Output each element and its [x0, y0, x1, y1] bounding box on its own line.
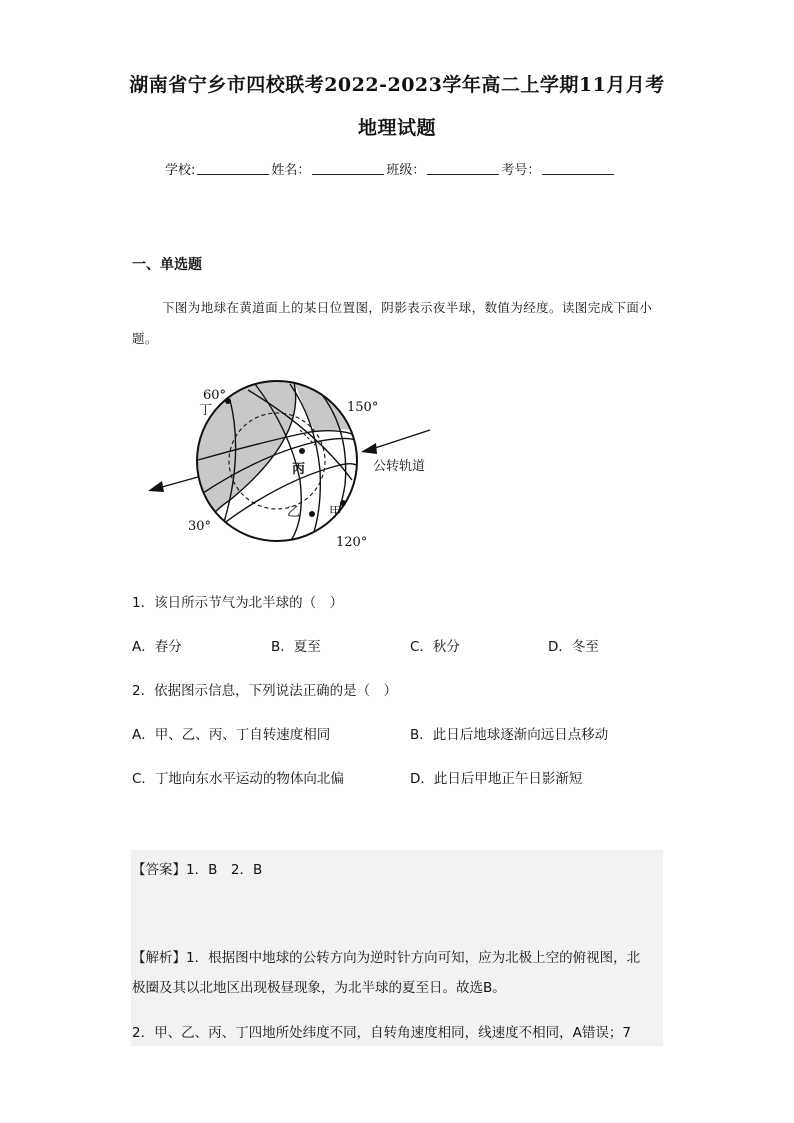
name-label: 姓名：: [271, 163, 311, 178]
analysis-line-1: 【解析】1．根据图中地球的公转方向为逆时针方向可知，应为北极上空的俯视图，北: [132, 950, 641, 966]
analysis-line-2: 极圈及其以北地区出现极昼现象，为北半球的夏至日。故选B。: [132, 980, 506, 996]
label-orbit: 公转轨道: [373, 459, 426, 474]
point-yi: [309, 511, 315, 517]
label-150: 150°: [347, 400, 379, 415]
label-120: 120°: [336, 535, 368, 550]
section-title: 一、单选题: [132, 257, 202, 273]
question-2: 2．依据图示信息，下列说法正确的是（ ）: [132, 683, 398, 699]
analysis-line-3: 2．甲、乙、丙、丁四地所处纬度不同，自转角速度相同，线速度不相同，A错误；7: [132, 1025, 631, 1041]
q2-option-c[interactable]: C．丁地向东水平运动的物体向北偏: [132, 771, 344, 787]
label-60: 60°: [203, 388, 227, 403]
q1-option-b[interactable]: B．夏至: [271, 639, 321, 655]
student-info-row: [165, 159, 616, 178]
orbit-line-right: [375, 430, 430, 448]
class-blank[interactable]: [427, 162, 499, 175]
school-label: 学校:: [165, 163, 196, 178]
q1-option-d[interactable]: D．冬至: [548, 639, 599, 655]
q2-option-b[interactable]: B．此日后地球逐渐向远日点移动: [410, 727, 609, 743]
q2-option-a[interactable]: A．甲、乙、丙、丁自转速度相同: [132, 727, 331, 743]
exam-title-line1: 湖南省宁乡市四校联考2022-2023学年高二上学期11月月考: [129, 74, 665, 96]
label-ding: 丁: [199, 403, 213, 418]
orbit-arrow-head-left: [148, 481, 164, 492]
q2-option-d[interactable]: D．此日后甲地正午日影渐短: [410, 771, 583, 787]
label-bing: 丙: [292, 462, 306, 477]
earth-position-figure: [140, 370, 440, 555]
orbit-line-left: [162, 477, 198, 487]
exam-no-label: 考号：: [501, 163, 541, 178]
question-stem: 下图为地球在黄道面上的某日位置图，阴影表示夜半球，数值为经度。读图完成下面小题。: [132, 300, 653, 346]
exam-no-blank[interactable]: [542, 162, 614, 175]
label-jia: 甲: [329, 505, 343, 520]
exam-title-line2: 地理试题: [357, 117, 436, 139]
q1-option-a[interactable]: A．春分: [132, 639, 182, 655]
answer-line: 【答案】1．B 2．B: [132, 862, 263, 878]
label-30: 30°: [188, 519, 212, 534]
question-1: 1．该日所示节气为北半球的（ ）: [132, 595, 344, 611]
school-blank[interactable]: [197, 162, 269, 175]
point-bing: [299, 448, 305, 454]
name-blank[interactable]: [312, 162, 384, 175]
orbit-arrow-head-right: [361, 443, 377, 454]
q1-option-c[interactable]: C．秋分: [410, 639, 460, 655]
class-label: 班级：: [386, 163, 426, 178]
earth-diagram: [140, 370, 440, 555]
label-yi: 乙: [287, 505, 301, 520]
